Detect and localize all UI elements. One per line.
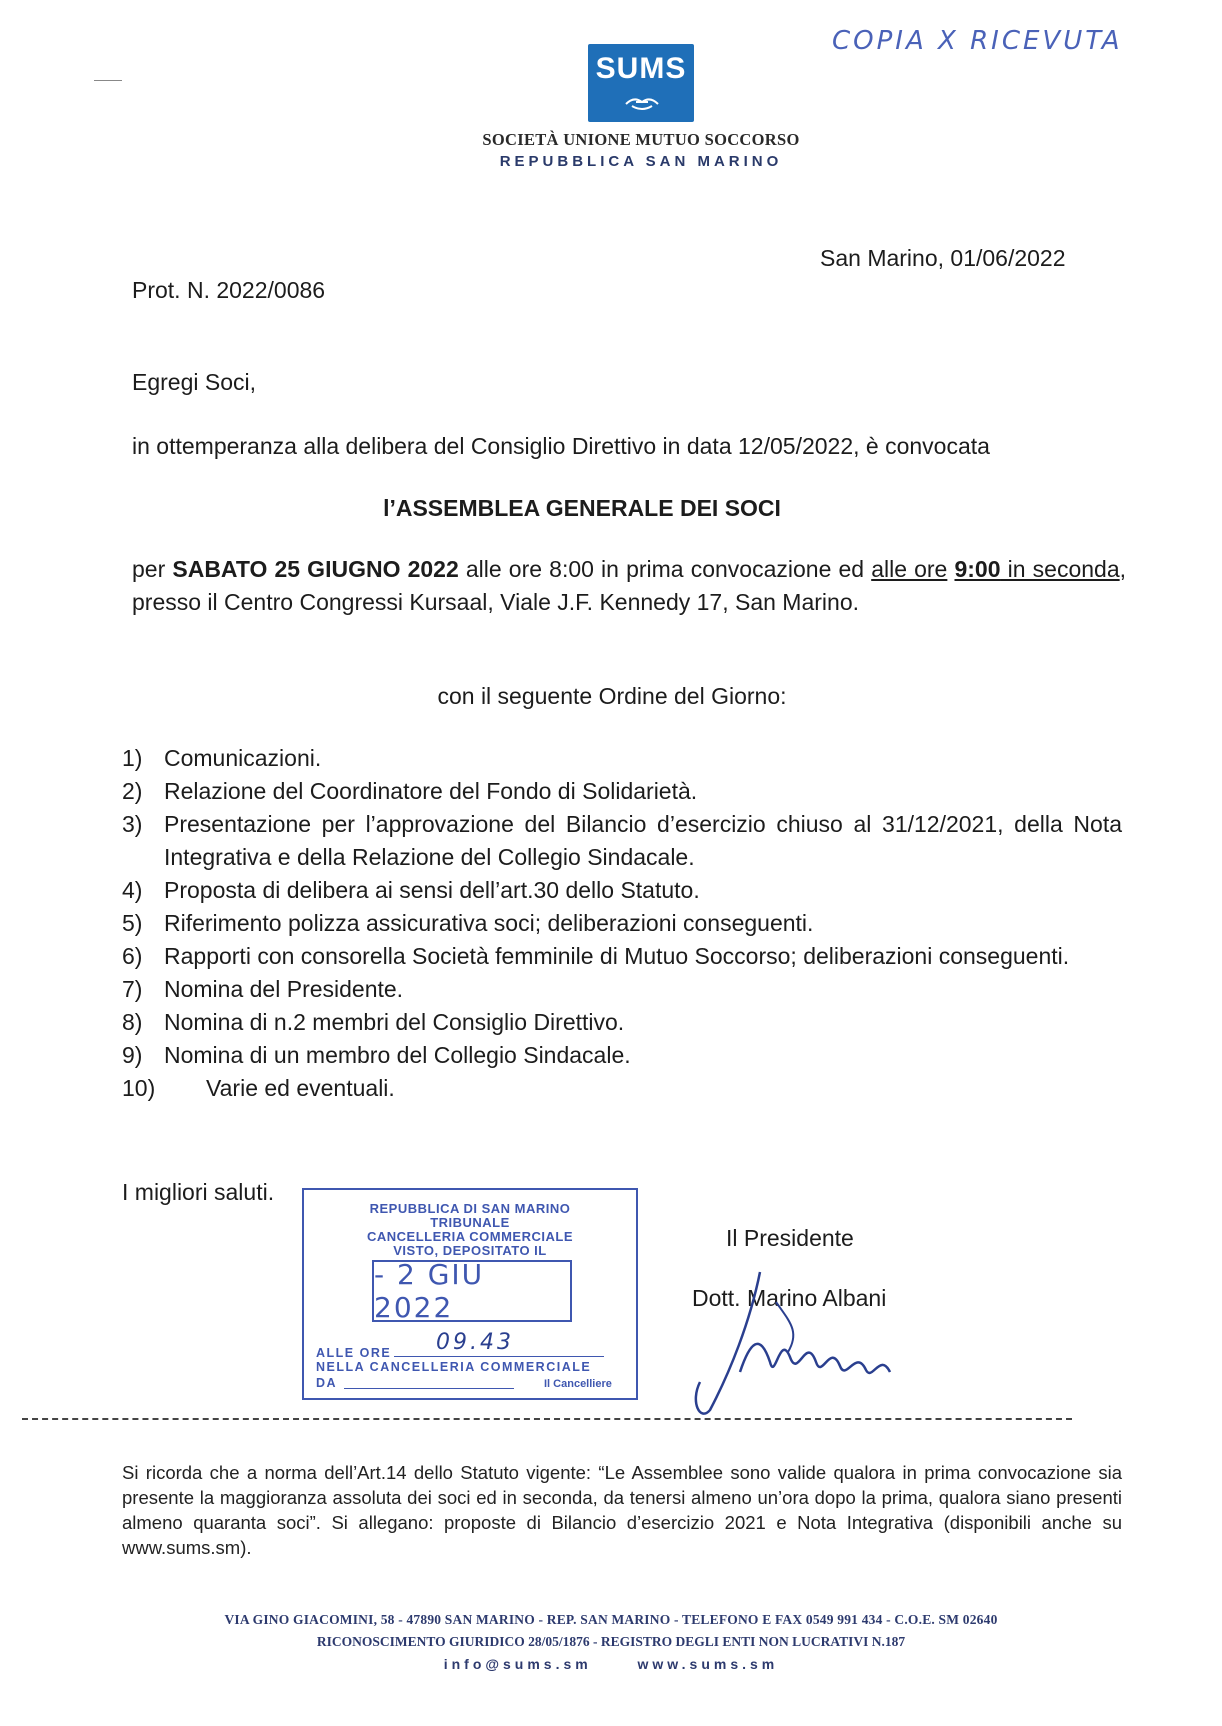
stamp-da-underline: [344, 1388, 514, 1389]
stamp-cancelliere: Il Cancelliere: [544, 1378, 612, 1390]
agenda-text: Varie ed eventuali.: [206, 1075, 395, 1101]
agenda-text: Nomina di un membro del Collegio Sindacale.: [164, 1042, 631, 1068]
logo-text: SUMS: [595, 52, 687, 85]
agenda-number: 3): [122, 811, 143, 837]
agenda-item: [122, 808, 1122, 874]
agenda-text: Nomina del Presidente.: [164, 976, 404, 1002]
agenda-item: [122, 874, 1122, 907]
convocation-date: SABATO 25 GIUGNO 2022: [172, 556, 459, 582]
agenda-item: [122, 1006, 1122, 1039]
agenda-number: 9): [122, 1042, 143, 1068]
agenda-item: [122, 907, 1122, 940]
footer-registration: RICONOSCIMENTO GIURIDICO 28/05/1876 - REGISTRO DEGLI ENTI NON LUCRATIVI N.187: [316, 1634, 906, 1649]
agenda-number: 4): [122, 877, 143, 903]
org-country: REPUBBLICA SAN MARINO: [499, 153, 783, 170]
stamp-handwritten-time: 09.43: [436, 1330, 514, 1355]
signature: [680, 1262, 940, 1418]
agenda-item: [122, 973, 1122, 1006]
closing: I migliori saluti.: [122, 1179, 275, 1205]
convocation-part1: per: [132, 556, 173, 582]
agenda-number: 5): [122, 910, 143, 936]
convocation-part2: alle ore 8:00 in prima convocazione ed: [458, 556, 872, 582]
stamp-line-2: TRIBUNALE: [430, 1215, 510, 1230]
second-call-b: in seconda: [1000, 556, 1120, 582]
place-date: San Marino, 01/06/2022: [820, 245, 1066, 271]
agenda-text: Comunicazioni.: [164, 745, 322, 771]
agenda-list: [122, 742, 1122, 1105]
statute-note: Si ricorda che a norma dell’Art.14 dello Statuto vigente: “Le Assemblee sono valide qualora in prima convocazione sia presente la maggioranza assoluta dei soci ed in seconda, da tenersi almeno un’ora dopo la prima, qualora siano presenti almeno quaranta soci”. Si allegano: proposte di Bilancio d’esercizio 2021 e Nota Integrativa (disponibili anche su www.sums.sm).: [122, 1462, 1122, 1558]
footer-contacts: [0, 1656, 1222, 1672]
agenda-number: 1): [122, 745, 143, 771]
convocation-part3: , presso il Centro Congressi Kursaal, Viale J.F. Kennedy 17, San Marino.: [132, 556, 1127, 615]
agenda-number: 8): [122, 1009, 143, 1035]
scan-mark: [94, 80, 122, 81]
org-name: SOCIETÀ UNIONE MUTUO SOCCORSO: [482, 130, 800, 149]
stamp-line-1: REPUBBLICA DI SAN MARINO: [369, 1201, 571, 1216]
stamp-line-3: CANCELLERIA COMMERCIALE: [366, 1229, 573, 1244]
agenda-text: Rapporti con consorella Società femminile di Mutuo Soccorso; deliberazioni conseguenti.: [164, 943, 1070, 969]
agenda-intro: con il seguente Ordine del Giorno:: [437, 683, 787, 709]
agenda-item: [122, 940, 1122, 973]
signer-title: Il Presidente: [726, 1225, 854, 1251]
second-call-a: alle ore: [871, 556, 948, 582]
stamp-line-4: VISTO, DEPOSITATO IL: [393, 1243, 547, 1258]
agenda-number: 6): [122, 943, 143, 969]
convocation-paragraph: [132, 553, 1126, 619]
agenda-item: [122, 742, 1122, 775]
handshake-icon: [624, 92, 660, 112]
stamp-nella: NELLA CANCELLERIA COMMERCIALE: [316, 1360, 592, 1374]
agenda-text: Nomina di n.2 membri del Consiglio Direttivo.: [164, 1009, 625, 1035]
separator-line: [22, 1418, 1072, 1420]
handwritten-note: COPIA X RICEVUTA: [832, 26, 1123, 56]
assembly-heading: l’ASSEMBLEA GENERALE DEI SOCI: [383, 495, 781, 521]
stamp-time-underline: [394, 1356, 604, 1357]
stamp-date: - 2 GIU 2022: [372, 1260, 572, 1322]
agenda-item: [122, 1039, 1122, 1072]
agenda-text: Proposta di delibera ai sensi dell’art.30 dello Statuto.: [164, 877, 700, 903]
stamp-da: DA: [316, 1376, 338, 1390]
agenda-item: [122, 775, 1122, 808]
sums-logo: [588, 44, 694, 122]
agenda-number: 10): [122, 1075, 156, 1101]
signer-name: Dott. Marino Albani: [692, 1285, 887, 1311]
protocol-number: Prot. N. 2022/0086: [132, 277, 326, 303]
agenda-item: [122, 1072, 1122, 1105]
agenda-text: Relazione del Coordinatore del Fondo di Solidarietà.: [164, 778, 698, 804]
footer-address: VIA GINO GIACOMINI, 58 - 47890 SAN MARINO - REP. SAN MARINO - TELEFONO E FAX 0549 991 434 - C.O.E. SM 02640: [224, 1612, 998, 1627]
stamp-alle-ore: ALLE ORE: [316, 1346, 392, 1360]
agenda-number: 2): [122, 778, 143, 804]
agenda-number: 7): [122, 976, 143, 1002]
agenda-text: Riferimento polizza assicurativa soci; deliberazioni conseguenti.: [164, 910, 814, 936]
tribunal-stamp: [302, 1188, 638, 1400]
intro-paragraph: in ottemperanza alla delibera del Consiglio Direttivo in data 12/05/2022, è convocata: [132, 433, 990, 459]
salutation: Egregi Soci,: [132, 369, 257, 395]
second-call-time: 9:00: [954, 556, 1001, 582]
agenda-text: Presentazione per l’approvazione del Bilancio d’esercizio chiuso al 31/12/2021, della Nota Integrativa e della Relazione del Collegio Sindacale.: [164, 811, 1122, 870]
footer-web: www.sums.sm: [637, 1656, 779, 1672]
footer-email: info@sums.sm: [443, 1656, 592, 1672]
